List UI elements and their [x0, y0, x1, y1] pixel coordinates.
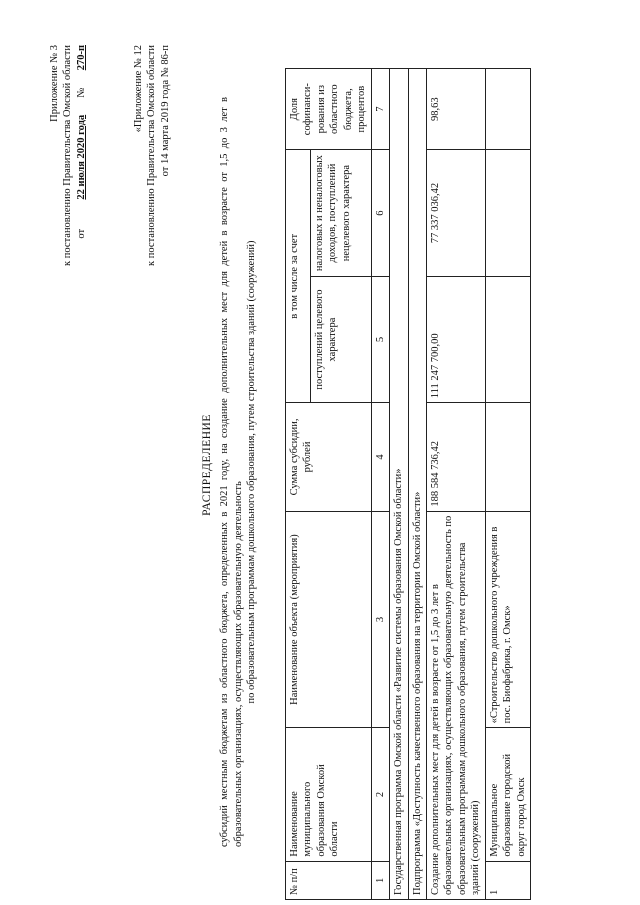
subprogram-title: Подпрограмма «Доступность качественного образования на территории Омской области» [408, 69, 426, 900]
appendix-12-resolution: к постановлению Правительства Омской области [146, 45, 158, 266]
number-label: № [75, 87, 87, 98]
measure-share: 98,63 [426, 69, 485, 150]
col-number-2: 2 [371, 728, 389, 861]
distribution-table [285, 68, 531, 900]
header-sum: Сумма субсидии, рублей [286, 403, 372, 511]
column-number-row [371, 69, 389, 900]
row-targeted [485, 276, 530, 402]
appendix-3-resolution: к постановлению Правительства Омской области [62, 45, 74, 266]
appendix-3-title: Приложение № 3 [49, 45, 60, 122]
row-municipality: Муниципальное образование городской округ город Омск [485, 728, 530, 861]
resolution-date: 22 июля 2020 года [75, 114, 87, 200]
row-object: «Строительство дошкольного учреждения в пос. Биофабрика, г. Омск» [485, 511, 530, 728]
document-title: РАСПРЕДЕЛЕНИЕ [201, 414, 213, 516]
measure-title: Создание дополнительных мест для детей в возрасте от 1,5 до 3 лет в образовательных организациях, осуществляющих образовательную деятельность по образовательным программам дошкольного образования, путем строительства зданий (сооружений) [426, 511, 485, 899]
resolution-number: 270-п [75, 45, 87, 71]
row-tax [485, 150, 530, 276]
appendix-3-header [48, 45, 88, 385]
measure-tax: 77 337 036,42 [426, 150, 485, 276]
appendix-3-date-line [75, 45, 88, 385]
table-row [485, 69, 530, 900]
col-number-1: 1 [371, 861, 389, 899]
header-share: Доля софинанси-рования из областного бюджета, процентов [286, 69, 372, 150]
subprogram-row [408, 69, 426, 900]
row-no: 1 [485, 861, 530, 899]
appendix-12-header [132, 45, 172, 345]
col-number-3: 3 [371, 511, 389, 728]
measure-sum: 188 584 736,42 [426, 403, 485, 511]
date-from-label: от [75, 228, 87, 239]
table-header-row [286, 69, 311, 900]
col-number-5: 5 [371, 276, 389, 402]
measure-row [426, 69, 485, 900]
program-title: Государственная программа Омской области «Развитие системы образования Омской области» [390, 69, 408, 900]
row-sum [485, 403, 530, 511]
subtitle-main: субсидий местным бюджетам из областного бюджета, определенных в 2021 году, на создание дополнительных мест для детей в возрасте от 1,5 до 3 лет в образовательных организациях, осуществляющих образовательную деятельность [219, 97, 244, 847]
subtitle-tail: по образовательным программам дошкольного образования, путем строительства зданий (сооружений) [246, 240, 258, 704]
header-object: Наименование объекта (мероприятия) [286, 511, 372, 728]
col-number-4: 4 [371, 403, 389, 511]
document-subtitle [218, 97, 259, 847]
header-tax: налоговых и неналоговых доходов, поступлений нецелевого характера [310, 150, 371, 276]
program-row [390, 69, 408, 900]
header-no: № п/п [286, 861, 372, 899]
header-targeted: поступлений целевого характера [310, 276, 371, 402]
col-number-7: 7 [371, 69, 389, 150]
measure-targeted: 111 247 700,00 [426, 276, 485, 402]
header-including: в том числе за счет [286, 150, 311, 403]
header-municipality: Наименование муниципального образования Омской области [286, 728, 372, 861]
row-share [485, 69, 530, 150]
col-number-6: 6 [371, 150, 389, 276]
appendix-12-date: от 14 марта 2019 года № 86-п [159, 45, 171, 177]
appendix-12-title: «Приложение № 12 [133, 45, 144, 133]
